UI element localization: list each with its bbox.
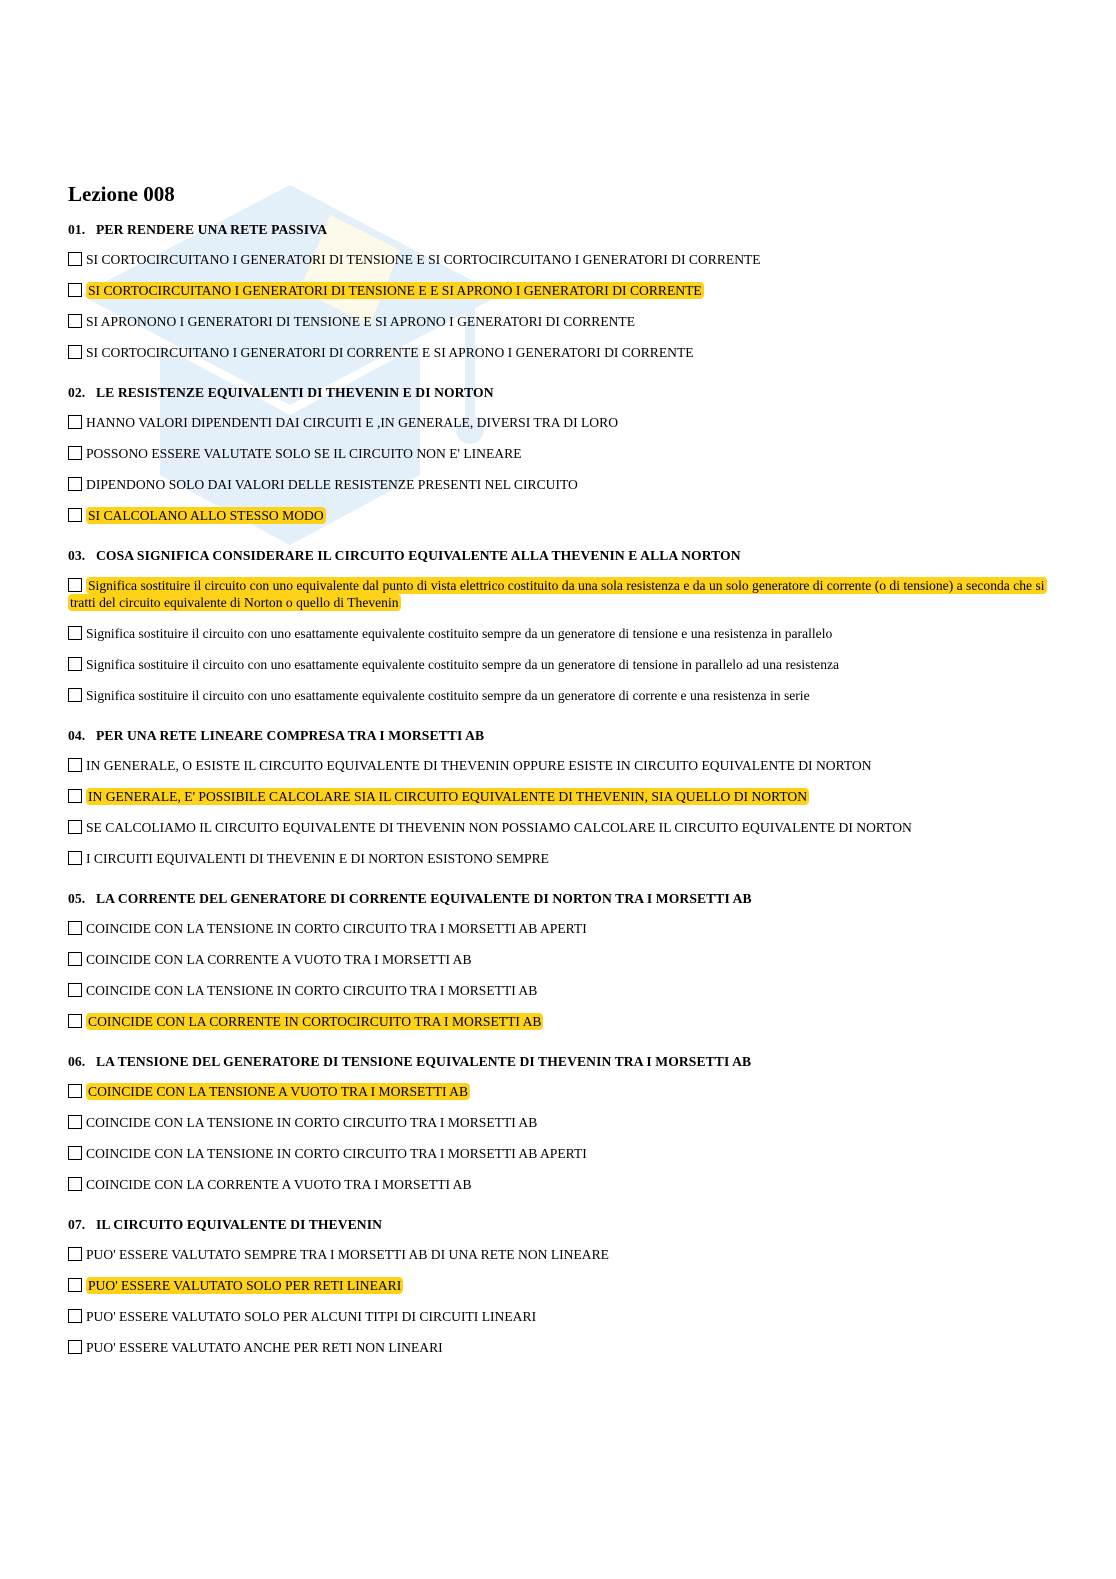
highlighted-answer-text: COINCIDE CON LA CORRENTE IN CORTOCIRCUITO TRA I MORSETTI AB: [88, 1014, 542, 1029]
answer-text: COINCIDE CON LA TENSIONE IN CORTO CIRCUITO TRA I MORSETTI AB APERTI: [86, 1146, 587, 1161]
checkbox-icon[interactable]: [68, 446, 82, 460]
checkbox-icon[interactable]: [68, 1014, 82, 1028]
answer-option[interactable]: [68, 945, 1048, 976]
question-block: [68, 220, 1048, 369]
answer-text: HANNO VALORI DIPENDENTI DAI CIRCUITI E ,IN GENERALE, DIVERSI TRA DI LORO: [86, 415, 619, 430]
highlighted-answer-text: SI CORTOCIRCUITANO I GENERATORI DI TENSIONE E E SI APRONO I GENERATORI DI CORRENTE: [88, 283, 702, 298]
answer-option[interactable]: [68, 307, 1048, 338]
checkbox-icon[interactable]: [68, 508, 82, 522]
question-number: 06.: [68, 1054, 86, 1069]
checkbox-icon[interactable]: [68, 477, 82, 491]
answer-text: COINCIDE CON LA TENSIONE IN CORTO CIRCUITO TRA I MORSETTI AB: [86, 983, 538, 998]
answer-option[interactable]: [68, 276, 1048, 307]
answer-text: COINCIDE CON LA TENSIONE IN CORTO CIRCUITO TRA I MORSETTI AB: [86, 1115, 538, 1130]
answer-option[interactable]: [68, 1302, 1048, 1333]
answer-text: SI APRONONO I GENERATORI DI TENSIONE E SI APRONO I GENERATORI DI CORRENTE: [86, 314, 636, 329]
question-number: 01.: [68, 222, 86, 237]
checkbox-icon[interactable]: [68, 820, 82, 834]
answer-text: SI CORTOCIRCUITANO I GENERATORI DI TENSIONE E SI CORTOCIRCUITANO I GENERATORI DI CORRENTE: [86, 252, 761, 267]
answer-text: PUO' ESSERE VALUTATO ANCHE PER RETI NON LINEARI: [86, 1340, 443, 1355]
question-number: 03.: [68, 548, 86, 563]
answer-option[interactable]: [68, 439, 1048, 470]
answer-option[interactable]: [68, 470, 1048, 501]
answer-option[interactable]: [68, 976, 1048, 1007]
checkbox-icon[interactable]: [68, 415, 82, 429]
checkbox-icon[interactable]: [68, 626, 82, 640]
question-text: PER UNA RETE LINEARE COMPRESA TRA I MORSETTI AB: [96, 728, 485, 743]
highlighted-answer-text: IN GENERALE, E' POSSIBILE CALCOLARE SIA IL CIRCUITO EQUIVALENTE DI THEVENIN, SIA QUELLO DI NORTON: [88, 789, 808, 804]
checkbox-icon[interactable]: [68, 1309, 82, 1323]
answer-option[interactable]: [68, 619, 1048, 650]
highlighted-answer-text: Significa sostituire il circuito con uno equivalente dal punto di vista elettrico costituito da una sola resistenza e da un solo generatore di corrente (o di tensione) a seconda che si tratti del circuito equivalente di Norton o quello di Thevenin: [70, 578, 1045, 610]
answer-option[interactable]: [68, 813, 1048, 844]
checkbox-icon[interactable]: [68, 921, 82, 935]
answer-option[interactable]: [68, 751, 1048, 782]
highlighted-answer-text: COINCIDE CON LA TENSIONE A VUOTO TRA I MORSETTI AB: [88, 1084, 469, 1099]
highlighted-answer-text: PUO' ESSERE VALUTATO SOLO PER RETI LINEARI: [88, 1278, 402, 1293]
question-title: [68, 726, 1048, 746]
question-number: 05.: [68, 891, 86, 906]
question-block: [68, 726, 1048, 875]
answer-option[interactable]: [68, 650, 1048, 681]
question-number: 04.: [68, 728, 86, 743]
question-block: [68, 1052, 1048, 1201]
checkbox-icon[interactable]: [68, 578, 82, 592]
question-number: 02.: [68, 385, 86, 400]
checkbox-icon[interactable]: [68, 314, 82, 328]
answer-text: COINCIDE CON LA TENSIONE IN CORTO CIRCUITO TRA I MORSETTI AB APERTI: [86, 921, 587, 936]
answer-option[interactable]: [68, 245, 1048, 276]
answer-option[interactable]: [68, 338, 1048, 369]
question-text: LE RESISTENZE EQUIVALENTI DI THEVENIN E DI NORTON: [96, 385, 494, 400]
checkbox-icon[interactable]: [68, 1340, 82, 1354]
answer-text: IN GENERALE, O ESISTE IL CIRCUITO EQUIVALENTE DI THEVENIN OPPURE ESISTE IN CIRCUITO EQUIVALENTE DI NORTON: [86, 758, 872, 773]
checkbox-icon[interactable]: [68, 1177, 82, 1191]
question-block: [68, 1215, 1048, 1364]
checkbox-icon[interactable]: [68, 851, 82, 865]
question-text: PER RENDERE UNA RETE PASSIVA: [96, 222, 328, 237]
checkbox-icon[interactable]: [68, 657, 82, 671]
answer-text: Significa sostituire il circuito con uno esattamente equivalente costituito sempre da un generatore di tensione in parallelo ad una resistenza: [86, 657, 840, 672]
answer-option[interactable]: [68, 571, 1048, 619]
answer-option[interactable]: [68, 1108, 1048, 1139]
checkbox-icon[interactable]: [68, 1146, 82, 1160]
checkbox-icon[interactable]: [68, 758, 82, 772]
checkbox-icon[interactable]: [68, 983, 82, 997]
checkbox-icon[interactable]: [68, 952, 82, 966]
answer-text: PUO' ESSERE VALUTATO SEMPRE TRA I MORSETTI AB DI UNA RETE NON LINEARE: [86, 1247, 609, 1262]
answer-option[interactable]: [68, 501, 1048, 532]
answer-option[interactable]: [68, 1007, 1048, 1038]
checkbox-icon[interactable]: [68, 1115, 82, 1129]
answer-option[interactable]: [68, 844, 1048, 875]
answer-option[interactable]: [68, 1240, 1048, 1271]
checkbox-icon[interactable]: [68, 345, 82, 359]
answer-option[interactable]: [68, 1077, 1048, 1108]
question-title: [68, 889, 1048, 909]
checkbox-icon[interactable]: [68, 252, 82, 266]
answer-text: SE CALCOLIAMO IL CIRCUITO EQUIVALENTE DI THEVENIN NON POSSIAMO CALCOLARE IL CIRCUITO EQUIVALENTE DI NORTON: [86, 820, 912, 835]
answer-text: COINCIDE CON LA CORRENTE A VUOTO TRA I MORSETTI AB: [86, 952, 472, 967]
checkbox-icon[interactable]: [68, 1084, 82, 1098]
question-title: [68, 1052, 1048, 1072]
highlighted-answer-text: SI CALCOLANO ALLO STESSO MODO: [88, 508, 324, 523]
answer-text: POSSONO ESSERE VALUTATE SOLO SE IL CIRCUITO NON E' LINEARE: [86, 446, 522, 461]
document-page: [68, 180, 1048, 1378]
answer-text: Significa sostituire il circuito con uno esattamente equivalente costituito sempre da un generatore di tensione e una resistenza in parallelo: [86, 626, 833, 641]
answer-option[interactable]: [68, 914, 1048, 945]
checkbox-icon[interactable]: [68, 789, 82, 803]
answer-text: COINCIDE CON LA CORRENTE A VUOTO TRA I MORSETTI AB: [86, 1177, 472, 1192]
answer-text: Significa sostituire il circuito con uno esattamente equivalente costituito sempre da un generatore di corrente e una resistenza in serie: [86, 688, 810, 703]
question-text: LA TENSIONE DEL GENERATORE DI TENSIONE EQUIVALENTE DI THEVENIN TRA I MORSETTI AB: [96, 1054, 752, 1069]
answer-option[interactable]: [68, 1333, 1048, 1364]
question-title: [68, 383, 1048, 403]
lesson-title: Lezione 008: [68, 182, 175, 206]
answer-text: DIPENDONO SOLO DAI VALORI DELLE RESISTENZE PRESENTI NEL CIRCUITO: [86, 477, 578, 492]
question-title: [68, 220, 1048, 240]
question-text: LA CORRENTE DEL GENERATORE DI CORRENTE EQUIVALENTE DI NORTON TRA I MORSETTI AB: [96, 891, 752, 906]
checkbox-icon[interactable]: [68, 688, 82, 702]
answer-option[interactable]: [68, 408, 1048, 439]
checkbox-icon[interactable]: [68, 1278, 82, 1292]
answer-option[interactable]: [68, 1271, 1048, 1302]
question-title: [68, 546, 1048, 566]
answer-option[interactable]: [68, 782, 1048, 813]
question-block: [68, 889, 1048, 1038]
question-block: [68, 383, 1048, 532]
question-list: [68, 220, 1048, 1364]
question-text: COSA SIGNIFICA CONSIDERARE IL CIRCUITO EQUIVALENTE ALLA THEVENIN E ALLA NORTON: [96, 548, 741, 563]
question-number: 07.: [68, 1217, 86, 1232]
question-title: [68, 1215, 1048, 1235]
checkbox-icon[interactable]: [68, 1247, 82, 1261]
answer-option[interactable]: [68, 1170, 1048, 1201]
answer-text: PUO' ESSERE VALUTATO SOLO PER ALCUNI TITPI DI CIRCUITI LINEARI: [86, 1309, 537, 1324]
question-text: IL CIRCUITO EQUIVALENTE DI THEVENIN: [96, 1217, 383, 1232]
question-block: [68, 546, 1048, 712]
checkbox-icon[interactable]: [68, 283, 82, 297]
answer-option[interactable]: [68, 1139, 1048, 1170]
answer-text: I CIRCUITI EQUIVALENTI DI THEVENIN E DI NORTON ESISTONO SEMPRE: [86, 851, 549, 866]
answer-text: SI CORTOCIRCUITANO I GENERATORI DI CORRENTE E SI APRONO I GENERATORI DI CORRENTE: [86, 345, 694, 360]
answer-option[interactable]: [68, 681, 1048, 712]
